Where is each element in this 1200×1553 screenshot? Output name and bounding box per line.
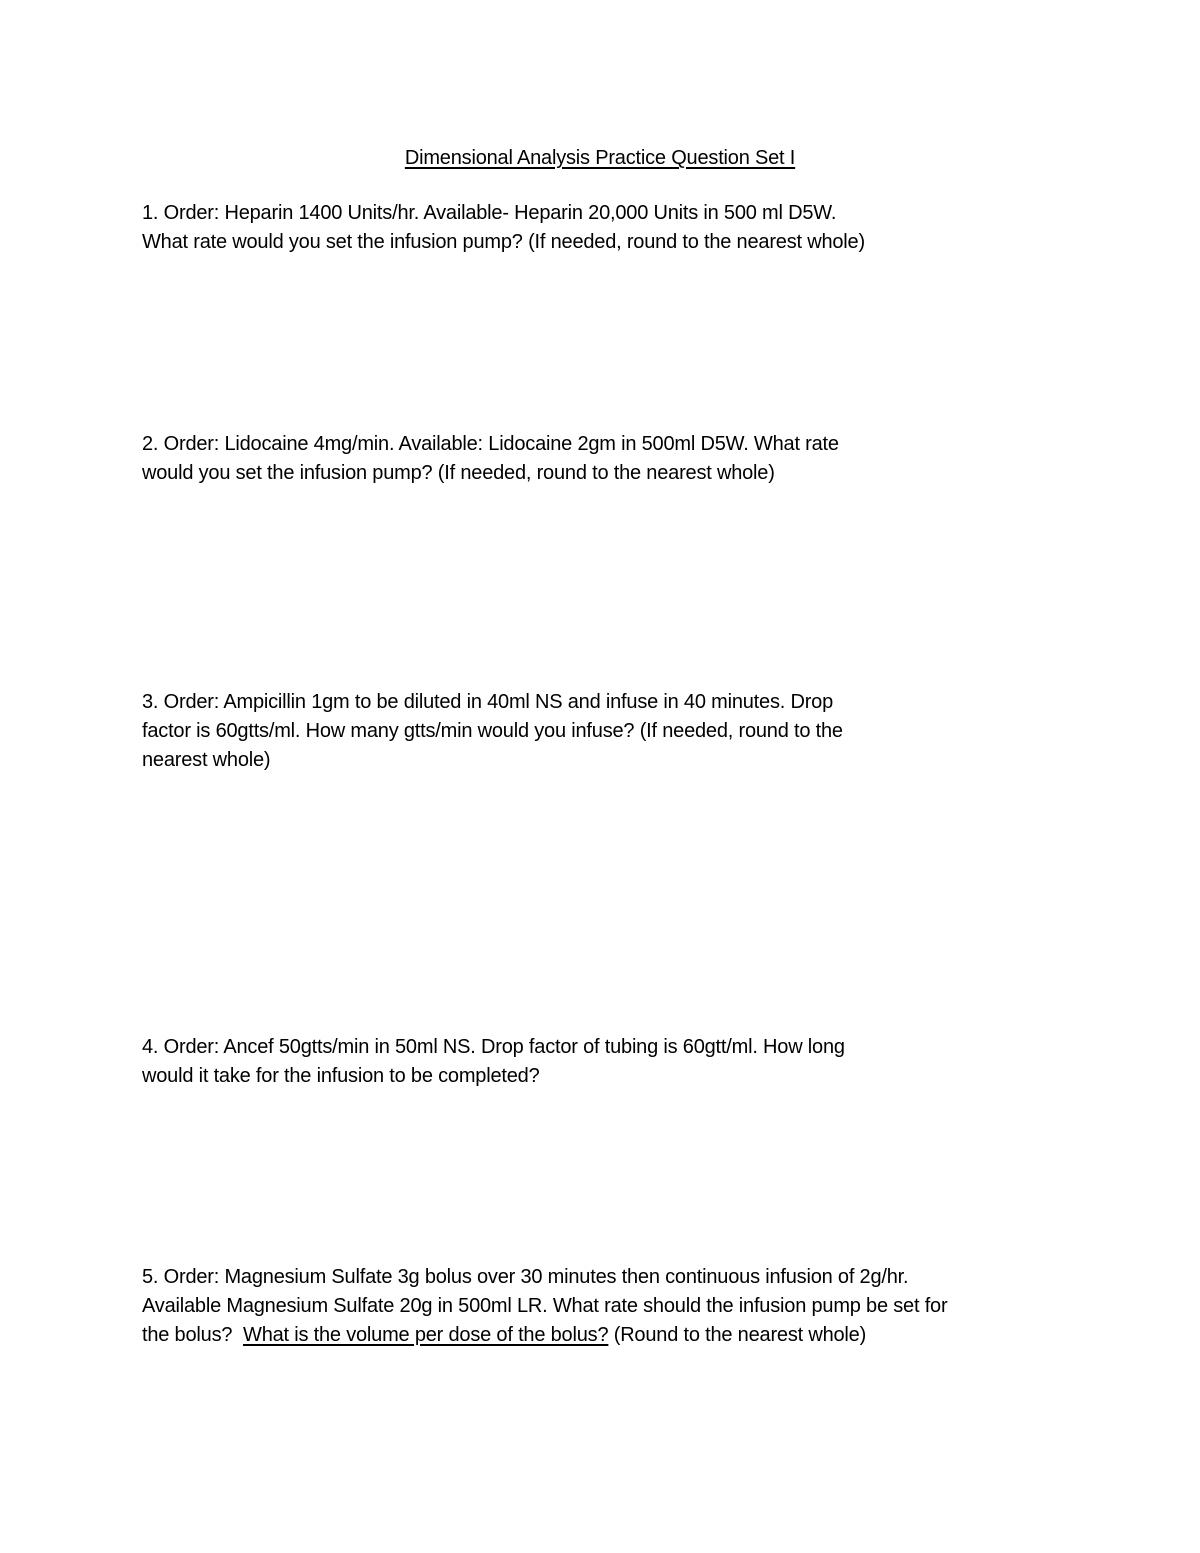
question-2-line-1: 2. Order: Lidocaine 4mg/min. Available: Lidocaine 2gm in 500ml D5W. What rate <box>142 433 839 455</box>
question-5-underlined-prompt: What is the volume per dose of the bolus? <box>243 1324 609 1346</box>
question-2 <box>142 430 1042 488</box>
question-5-line-2: Available Magnesium Sulfate 20g in 500ml LR. What rate should the infusion pump be set for <box>142 1295 948 1317</box>
question-5-line-3-end: (Round to the nearest whole) <box>608 1324 867 1346</box>
question-1-line-2: What rate would you set the infusion pump? (If needed, round to the nearest whole) <box>142 231 865 253</box>
question-1-line-1: 1. Order: Heparin 1400 Units/hr. Available- Heparin 20,000 Units in 500 ml D5W. <box>142 202 837 224</box>
question-3-line-3: nearest whole) <box>142 749 271 771</box>
question-1 <box>142 199 1042 257</box>
question-3-line-1: 3. Order: Ampicillin 1gm to be diluted in 40ml NS and infuse in 40 minutes. Drop <box>142 691 834 713</box>
question-5-line-3-start: the bolus? <box>142 1324 244 1346</box>
question-4 <box>142 1033 1042 1091</box>
question-2-line-2: would you set the infusion pump? (If needed, round to the nearest whole) <box>142 462 775 484</box>
question-5-line-3 <box>142 1321 1042 1350</box>
question-5-line-1: 5. Order: Magnesium Sulfate 3g bolus over 30 minutes then continuous infusion of 2g/hr. <box>142 1266 909 1288</box>
page-title: Dimensional Analysis Practice Question Set I <box>404 147 796 169</box>
question-4-line-1: 4. Order: Ancef 50gtts/min in 50ml NS. Drop factor of tubing is 60gtt/ml. How long <box>142 1036 845 1058</box>
question-3-line-2: factor is 60gtts/ml. How many gtts/min would you infuse? (If needed, round to the <box>142 720 843 742</box>
question-3 <box>142 688 1042 775</box>
question-5 <box>142 1263 1042 1350</box>
question-4-line-2: would it take for the infusion to be completed? <box>142 1065 540 1087</box>
